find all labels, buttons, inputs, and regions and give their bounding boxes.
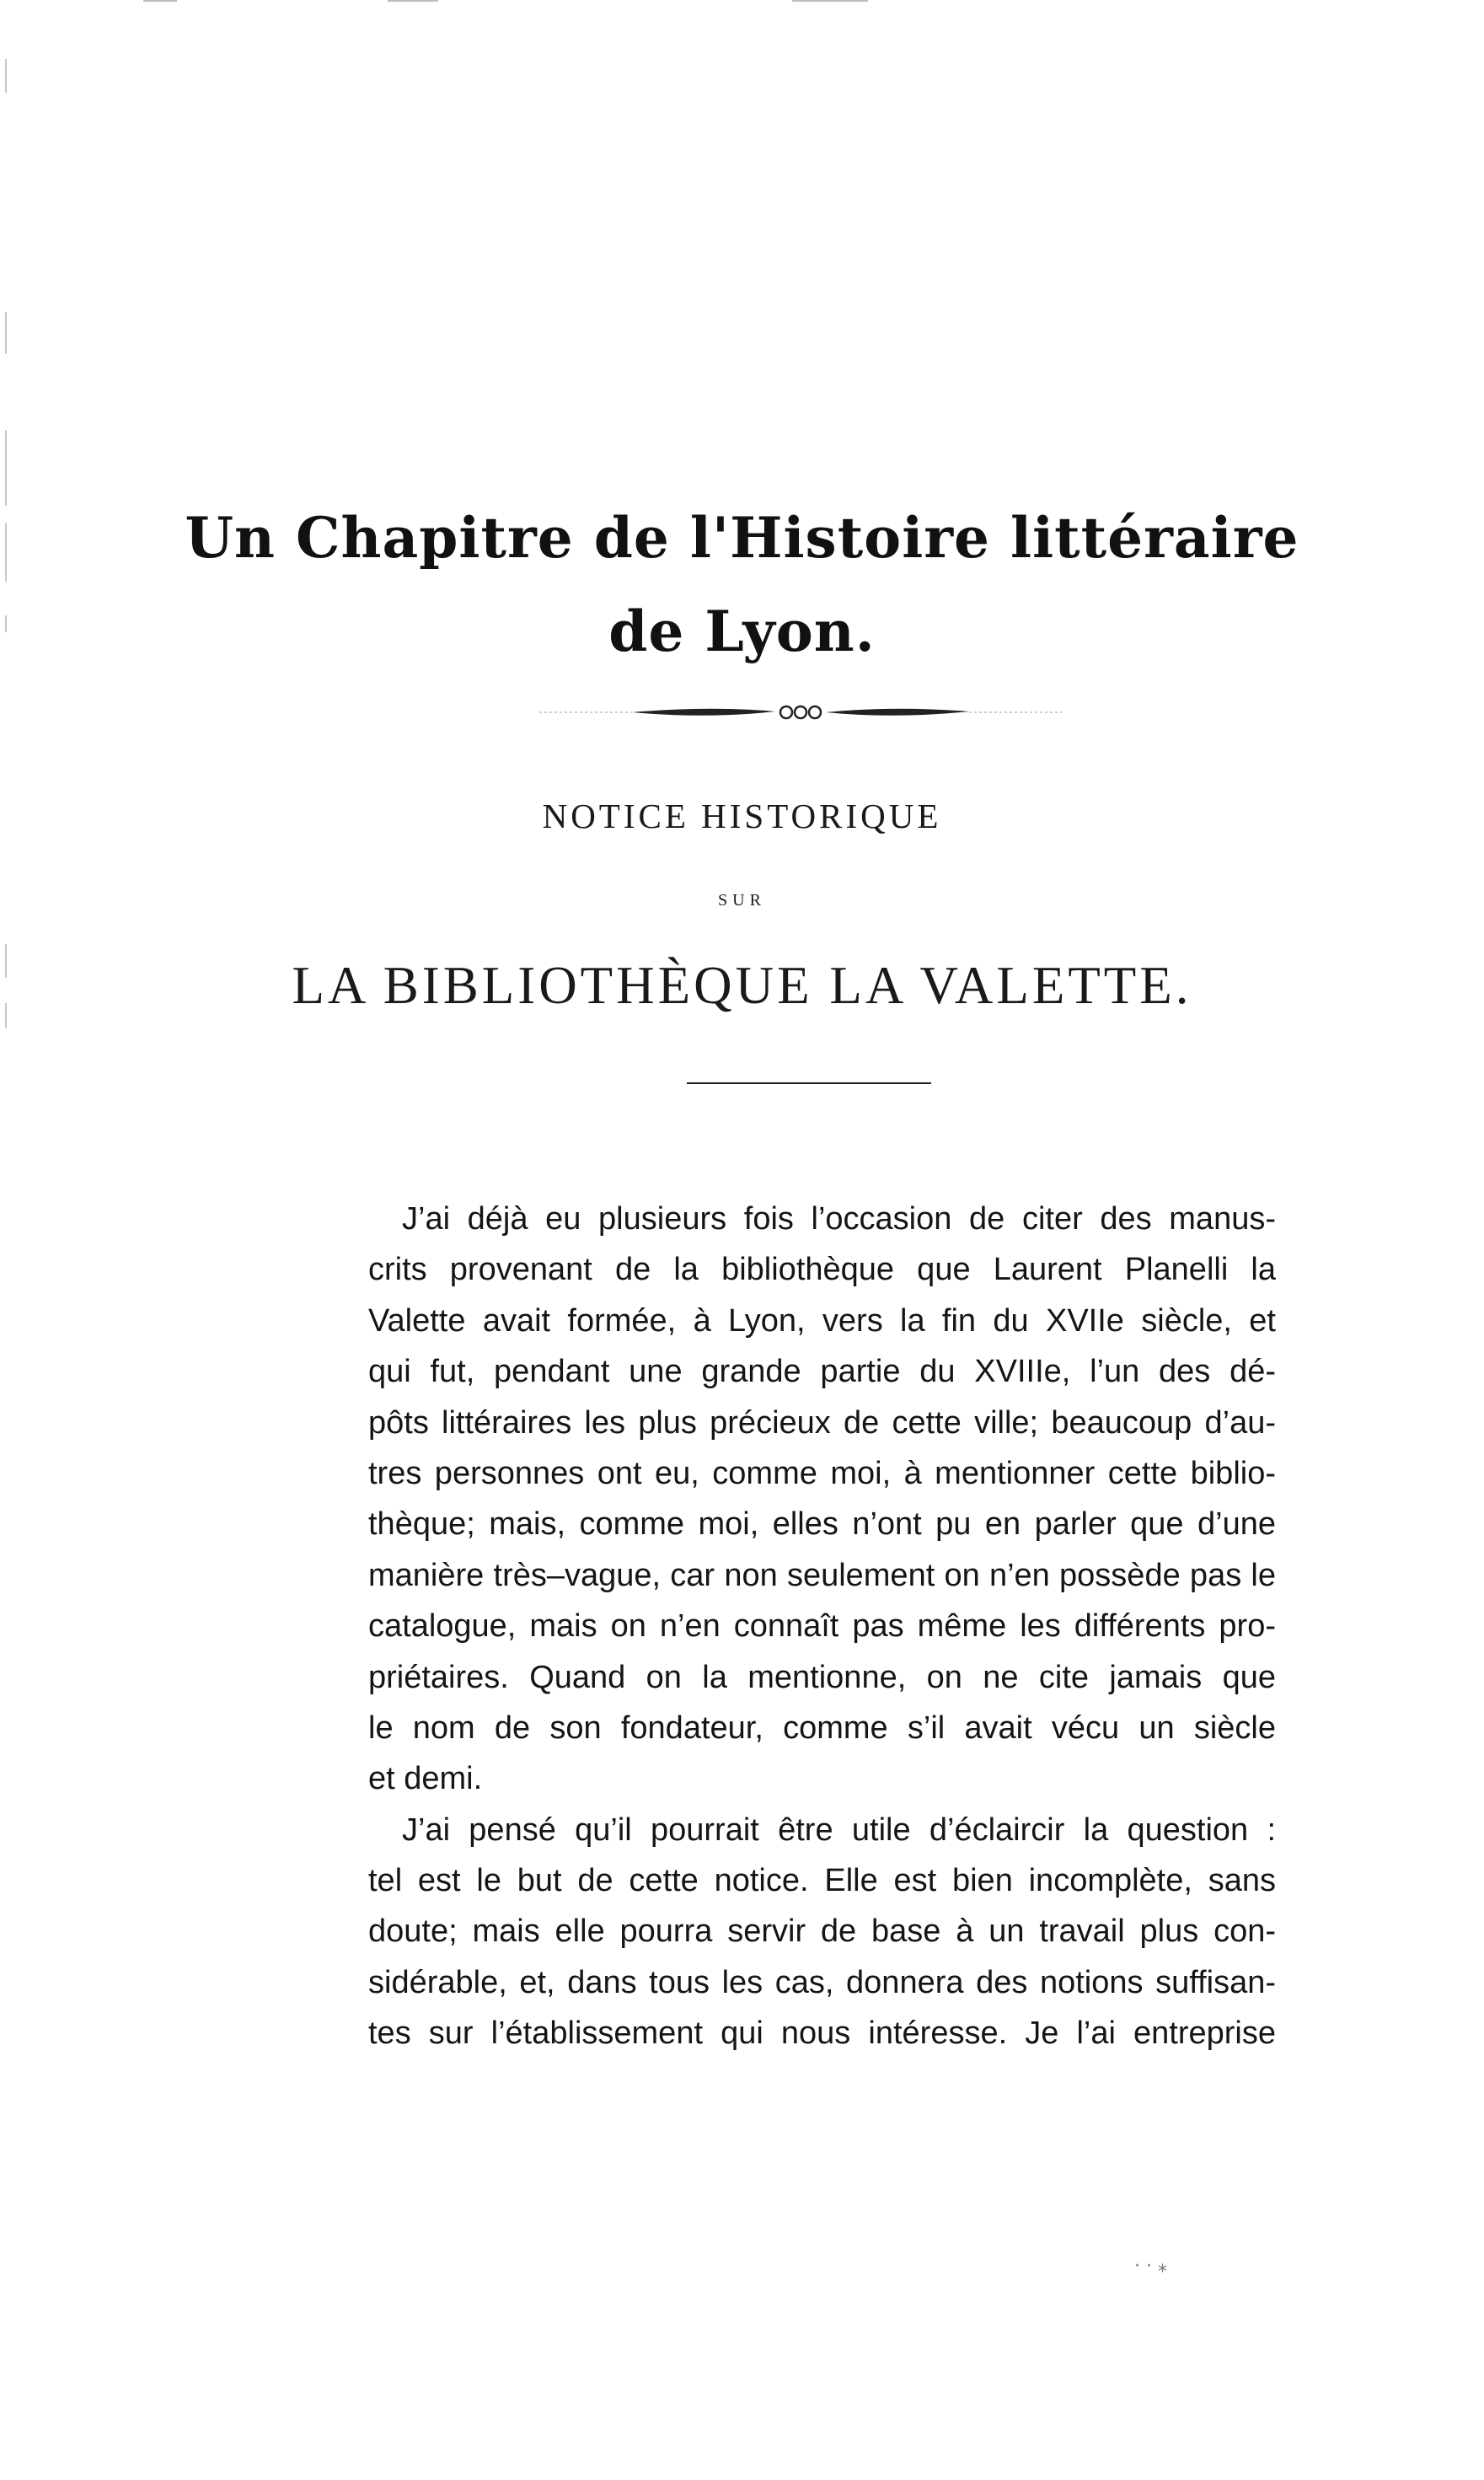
text-line: priétaires. Quand on la mentionne, on ne cite jamais que <box>368 1659 1276 1695</box>
body-paragraphs <box>368 1194 1276 2059</box>
text-line: catalogue, mais on n’en connaît pas même les différents pro- <box>368 1608 1276 1645</box>
scan-artifact-top <box>135 0 978 3</box>
notice-historique-heading: NOTICE HISTORIQUE <box>542 797 942 835</box>
text-line: J’ai déjà eu plusieurs fois l’occasion de citer des manus- <box>402 1201 1276 1237</box>
decorative-ornament-divider <box>539 695 1062 729</box>
text-line: sidérable, et, dans tous les cas, donnera des notions suffisan- <box>368 1964 1276 2000</box>
text-line: tel est le but de cette notice. Elle est bien incomplète, sans <box>368 1863 1276 1899</box>
sur-subheading: SUR <box>718 891 766 910</box>
text-line: Valette avait formée, à Lyon, vers la fin du XVIIe siècle, et <box>368 1302 1276 1339</box>
main-title: LA BIBLIOTHÈQUE LA VALETTE. <box>292 956 1192 1015</box>
text-line: thèque; mais, comme moi, elles n’ont pu en parler que d’une <box>368 1506 1276 1543</box>
text-line: J’ai pensé qu’il pourrait être utile d’éclaircir la question : <box>402 1812 1276 1848</box>
scan-artifact-dots: · · ⁎ <box>1134 2256 1167 2277</box>
text-line: tes sur l’établissement qui nous intéresse. Je l’ai entreprise <box>368 2016 1276 2052</box>
text-line: tres personnes ont eu, comme moi, à mentionner cette biblio- <box>368 1455 1276 1491</box>
text-line: doute; mais elle pourra servir de base à un travail plus con- <box>368 1914 1276 1950</box>
blackletter-title-line-1: Un Chapitre de l'Histoire littéraire <box>185 505 1299 571</box>
blackletter-title-line-2: de Lyon. <box>608 599 876 664</box>
text-line: pôts littéraires les plus précieux de cette ville; beaucoup d’au- <box>368 1404 1276 1441</box>
text-line: manière très–vague, car non seulement on n’en possède pas le <box>368 1557 1276 1593</box>
text-line: le nom de son fondateur, comme s’il avait vécu un siècle <box>368 1710 1276 1746</box>
text-line: crits provenant de la bibliothèque que Laurent Planelli la <box>368 1252 1276 1288</box>
horizontal-rule <box>687 1082 931 1084</box>
text-line: qui fut, pendant une grande partie du XVIIIe, l’un des dé- <box>368 1354 1276 1390</box>
text-line: et demi. <box>368 1761 483 1797</box>
